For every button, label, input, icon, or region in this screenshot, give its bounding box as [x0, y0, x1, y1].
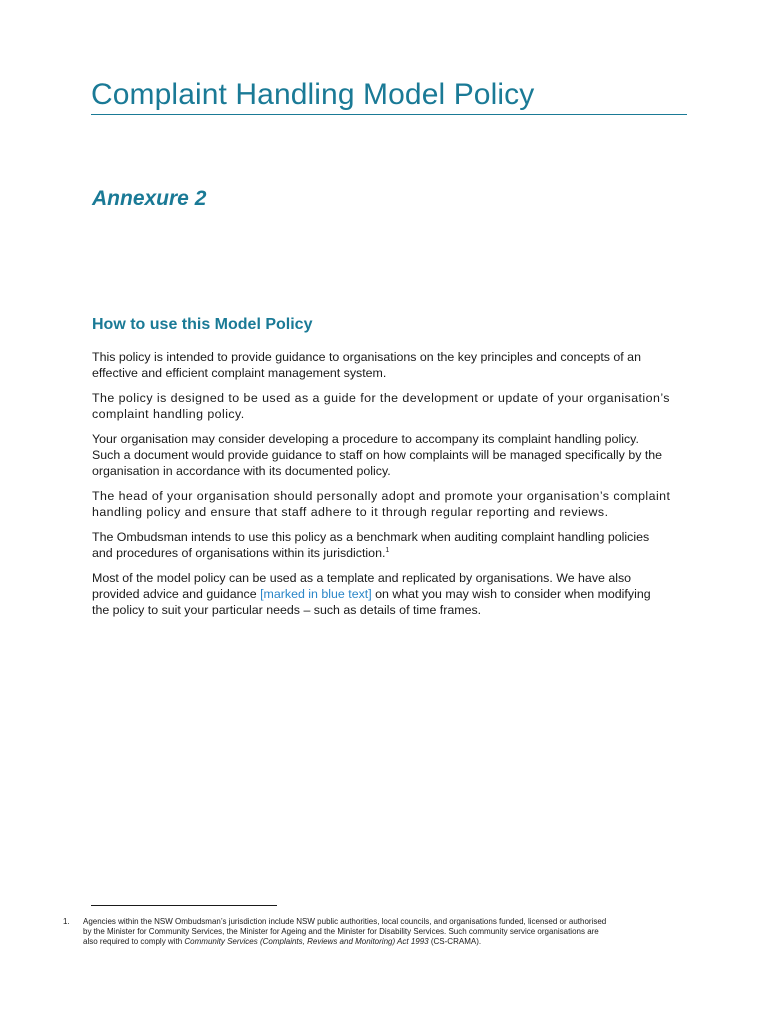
footnote-text: [83, 917, 703, 947]
paragraph-line: the policy to suit your particular needs – such as details of time frames.: [92, 603, 482, 617]
paragraph-line: organisation in accordance with its documented policy.: [92, 464, 391, 478]
act-title: Community Services (Complaints, Reviews and Monitoring) Act 1993: [184, 937, 429, 946]
paragraph-line: The head of your organisation should personally adopt and promote your organisation’s complaint: [92, 489, 671, 503]
footnote-number: 1.: [63, 917, 70, 926]
paragraph-line: handling policy and ensure that staff adhere to it through regular reporting and reviews.: [92, 505, 609, 519]
paragraph-line-text: and procedures of organisations within its jurisdiction.: [92, 546, 386, 560]
section-body: [92, 349, 692, 627]
guidance-note-example: [marked in blue text]: [260, 587, 372, 601]
footnote-reference: 1: [385, 546, 390, 554]
paragraph-line: complaint handling policy.: [92, 407, 245, 421]
paragraph-line-text: on what you may wish to consider when modifying: [371, 587, 651, 601]
paragraph-line: The Ombudsman intends to use this policy as a benchmark when auditing complaint handling policies: [92, 530, 650, 544]
paragraph-procedure: [92, 431, 692, 479]
paragraph-line: Such a document would provide guidance to staff on how complaints will be managed specifically by the: [92, 448, 663, 462]
page-title: Complaint Handling Model Policy: [91, 78, 535, 111]
paragraph-head-adopt: [92, 488, 692, 520]
paragraph-line: effective and efficient complaint management system.: [92, 366, 387, 380]
paragraph-guide: [92, 390, 692, 422]
paragraph-purpose: [92, 349, 692, 381]
paragraph-line: [92, 545, 692, 561]
paragraph-template: [92, 570, 692, 618]
annexure-heading: Annexure 2: [92, 187, 207, 210]
paragraph-line: [92, 586, 692, 602]
footnote-line-text: (CS-CRAMA).: [428, 937, 482, 946]
paragraph-line: The policy is designed to be used as a guide for the development or update of your organisation’s: [92, 391, 670, 405]
paragraph-line-text: provided advice and guidance: [92, 587, 261, 601]
footnote-line: [83, 937, 703, 947]
footnote-line: Agencies within the NSW Ombudsman’s jurisdiction include NSW public authorities, local councils, and organisations funded, licensed or authorised: [83, 917, 607, 926]
footnote-line: by the Minister for Community Services, the Minister for Ageing and the Minister for Disability Services. Such community service organisations are: [83, 927, 599, 936]
footnote-line-text: also required to comply with: [83, 937, 185, 946]
paragraph-line: Most of the model policy can be used as a template and replicated by organisations. We have also: [92, 571, 632, 585]
paragraph-line: Your organisation may consider developing a procedure to accompany its complaint handling policy.: [92, 432, 639, 446]
footnote-divider: [91, 905, 277, 906]
section-heading: How to use this Model Policy: [92, 316, 313, 333]
paragraph-line: This policy is intended to provide guidance to organisations on the key principles and concepts of an: [92, 350, 641, 364]
title-divider: [91, 114, 687, 115]
paragraph-benchmark: [92, 529, 692, 561]
